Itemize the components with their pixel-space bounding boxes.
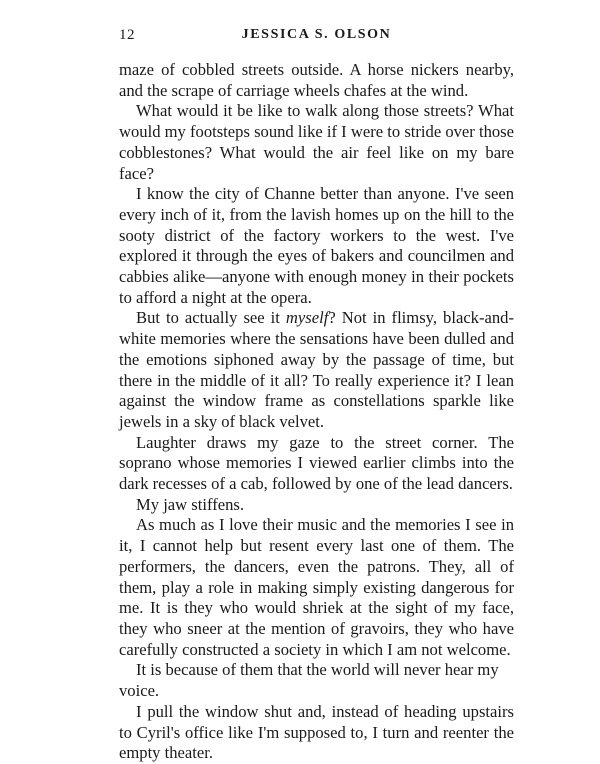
body-text bbox=[119, 60, 514, 764]
paragraph-3: I know the city of Channe better than anyone. I've seen every inch of it, from the lavish homes up on the hill to the sooty district of the factory workers to the west. I've explored it through the eyes of bakers and councilmen and cabbies alike—anyone with enough money in their pockets to afford a night at the opera. bbox=[119, 184, 514, 307]
paragraph-2: What would it be like to walk along those streets? What would my footsteps sound like if I were to stride over those cobblestones? What would the air feel like on my bare face? bbox=[119, 101, 514, 183]
paragraph-4-after: ? Not in flimsy, black-and-white memories where the sensations have been dulled and the emotions siphoned away by the passage of time, but there in the middle of it all? To really experience it? I lean against the window frame as constellations sparkle like jewels in a sky of black velvet. bbox=[119, 308, 514, 431]
paragraph-9: I pull the window shut and, instead of heading upstairs to Cyril's office like I'm supposed to, I turn and reenter the empty theater. bbox=[119, 701, 514, 763]
page-header bbox=[119, 27, 514, 49]
paragraph-6: My jaw stiffens. bbox=[136, 494, 245, 514]
running-head-author: JESSICA S. OLSON bbox=[241, 27, 392, 42]
paragraph-1: maze of cobbled streets outside. A horse nickers nearby, and the scrape of carriage wheels chafes at the wind. bbox=[119, 60, 514, 100]
paragraph-4 bbox=[119, 308, 514, 432]
paragraph-8: It is because of them that the world will never hear my voice. bbox=[119, 660, 499, 701]
page-number: 12 bbox=[119, 27, 135, 43]
paragraph-4-before: But to actually see it bbox=[136, 308, 286, 328]
paragraph-5: Laughter draws my gaze to the street corner. The soprano whose memories I viewed earlier climbs into the dark recesses of a cab, followed by one of the lead dancers. bbox=[119, 432, 514, 494]
paragraph-4-emphasis: myself bbox=[285, 308, 329, 328]
paragraph-7: As much as I love their music and the memories I see in it, I cannot help but resent every last one of them. The performers, the dancers, even the patrons. They, all of them, play a role in making simply existing dangerous for me. It is they who would shriek at the sight of my face, they who sneer at the mention of gravoirs, they who have carefully constructed a society in which I am not welcome. bbox=[119, 515, 514, 659]
